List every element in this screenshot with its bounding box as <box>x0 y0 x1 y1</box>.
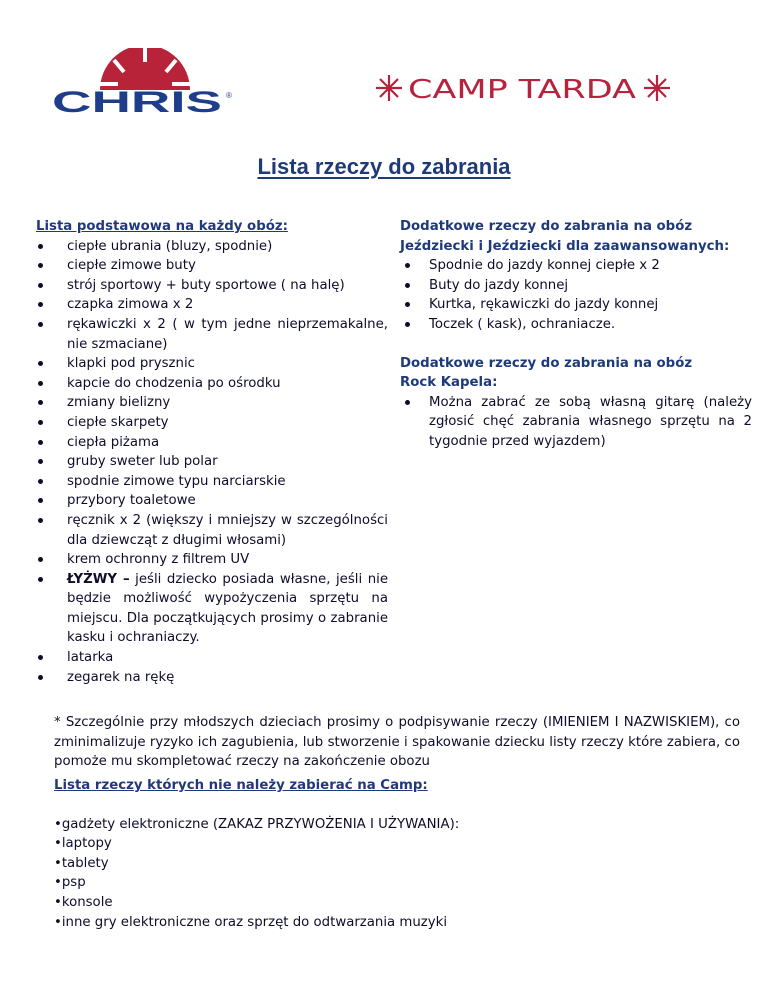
list-item: Spodnie do jazdy konnej ciepłe x 2 <box>400 256 752 276</box>
list-item: ciepłe zimowe buty <box>36 256 388 276</box>
list-item: •psp <box>54 875 86 891</box>
dont-bring-section <box>54 776 734 932</box>
labeling-note: * Szczególnie przy młodszych dzieciach prosimy o podpisywanie rzeczy (IMIENIEM I NAZWISKIEM), co zminimalizuje ryzyko ich zagubienia, lub stworzenie i spakowanie dziecku listy rzeczy które zabiera, co pomoże mu skompletować rzeczy na zakończenie obozu <box>54 715 740 770</box>
list-item: zmiany bielizny <box>36 393 388 413</box>
chris-logo <box>52 48 238 120</box>
snowflake-icon <box>376 75 402 101</box>
list-item: Kurtka, rękawiczki do jazdy konnej <box>400 295 752 315</box>
chris-logo-text: CHRIS <box>52 86 222 119</box>
riding-camp-list <box>400 256 752 334</box>
dont-bring-heading: Lista rzeczy których nie należy zabierać na Camp: <box>54 778 428 793</box>
camp-tarda-logo <box>374 70 674 106</box>
camp-tarda-text: CAMP TARDA <box>408 75 637 105</box>
basic-list-column <box>36 217 388 687</box>
list-item: ciepła piżama <box>36 433 388 453</box>
rock-band-list <box>400 393 752 452</box>
list-item: strój sportowy + buty sportowe ( na halę) <box>36 276 388 296</box>
list-item: •gadżety elektroniczne (ZAKAZ PRZYWOŻENIA I UŻYWANIA): <box>54 816 460 832</box>
list-item: Buty do jazdy konnej <box>400 276 752 296</box>
list-item: czapka zimowa x 2 <box>36 295 388 315</box>
list-item: •konsole <box>54 894 113 910</box>
rock-band-subheading: Rock Kapela: <box>400 375 498 391</box>
snowflake-icon <box>644 75 670 101</box>
additional-items-column <box>400 217 752 452</box>
svg-text:®: ® <box>226 91 232 100</box>
list-item: krem ochronny z filtrem UV <box>36 550 388 570</box>
basic-list-heading: Lista podstawowa na każdy obóz: <box>36 219 288 234</box>
list-item: rękawiczki x 2 ( w tym jedne nieprzemakalne, nie szmaciane) <box>36 315 388 354</box>
list-item: •tablety <box>54 855 109 871</box>
list-item: przybory toaletowe <box>36 491 388 511</box>
basic-list <box>36 237 388 688</box>
skates-label: ŁYŻWY – <box>67 571 130 587</box>
list-item: Można zabrać ze sobą własną gitarę (należy zgłosić chęć zabrania własnego sprzętu na 2 tygodnie przed wyjazdem) <box>400 393 752 452</box>
list-item: spodnie zimowe typu narciarskie <box>36 472 388 492</box>
list-item: klapki pod prysznic <box>36 354 388 374</box>
list-item: ciepłe skarpety <box>36 413 388 433</box>
list-item-skates <box>36 570 388 648</box>
page-title: Lista rzeczy do zabrania <box>257 154 511 179</box>
list-item: latarka <box>36 648 388 668</box>
riding-camp-heading: Dodatkowe rzeczy do zabrania na obóz <box>400 219 693 234</box>
riding-camp-subheading: Jeździecki i Jeździecki dla zaawansowanych: <box>400 238 730 254</box>
list-item: •laptopy <box>54 836 112 852</box>
list-item: kapcie do chodzenia po ośrodku <box>36 374 388 394</box>
rock-band-heading: Dodatkowe rzeczy do zabrania na obóz <box>400 355 693 371</box>
list-item: Toczek ( kask), ochraniacze. <box>400 315 752 335</box>
skates-text: jeśli dziecko posiada własne, jeśli nie będzie możliwość wypożyczenia sprzętu na miejscu. Dla początkujących prosimy o zabranie kasku i ochraniaczy. <box>67 571 388 646</box>
list-item: •inne gry elektroniczne oraz sprzęt do odtwarzania muzyki <box>54 914 448 930</box>
list-item: ręcznik x 2 (większy i mniejszy w szczególności dla dziewcząt z długimi włosami) <box>36 511 388 550</box>
list-item: zegarek na rękę <box>36 668 388 688</box>
list-item: gruby sweter lub polar <box>36 452 388 472</box>
list-item: ciepłe ubrania (bluzy, spodnie) <box>36 237 388 257</box>
